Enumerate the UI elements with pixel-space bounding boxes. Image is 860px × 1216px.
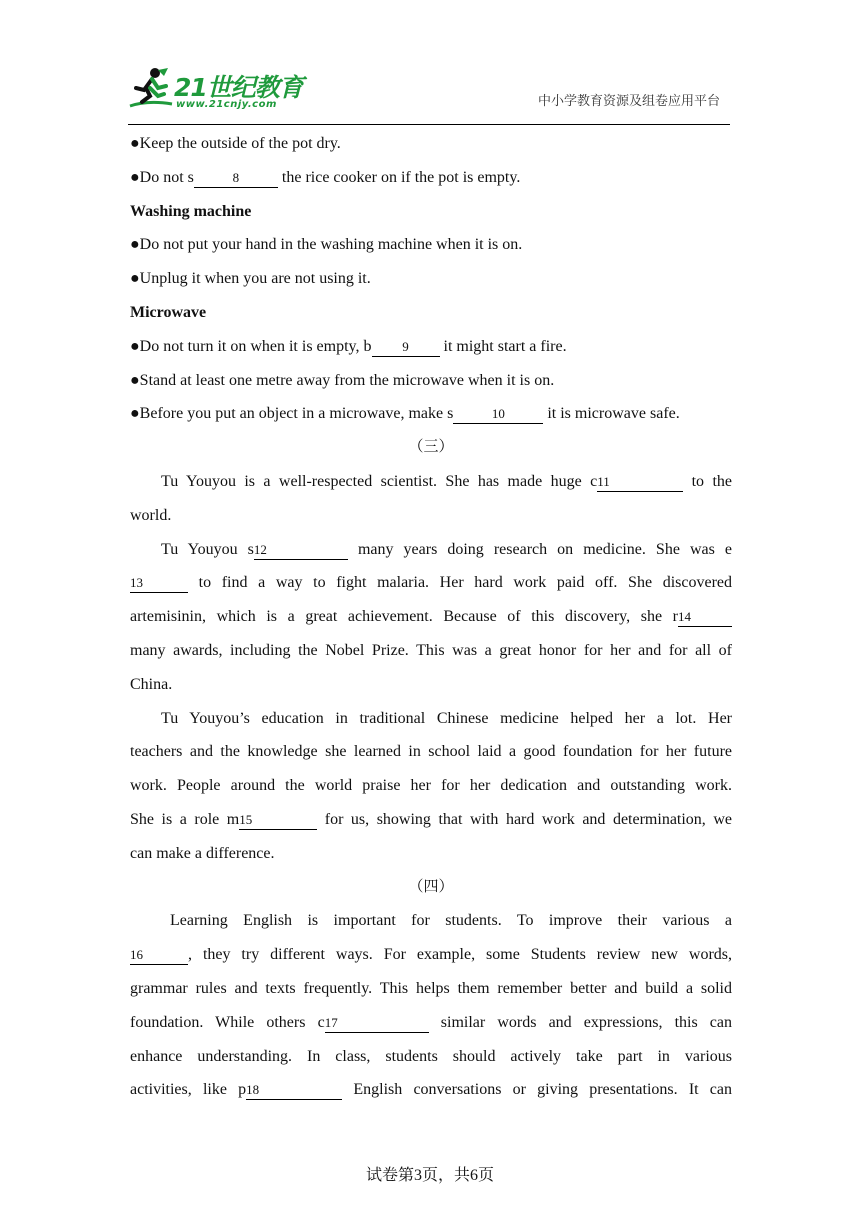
paragraph-line — [130, 566, 732, 600]
text-span: foundation. While others c — [130, 1013, 325, 1031]
tip-line — [130, 397, 732, 431]
tip-line: ●Do not put your hand in the washing machine when it is on. — [130, 236, 523, 254]
page-header — [128, 62, 730, 126]
paragraph-line — [130, 1073, 732, 1107]
tip-line — [130, 161, 732, 195]
tip-line: ●Keep the outside of the pot dry. — [130, 135, 341, 152]
section-4-title: （四） — [408, 878, 454, 895]
header-divider — [128, 124, 730, 125]
paragraph-line: can make a difference. — [130, 844, 275, 862]
paragraph-line: Tu Youyou’s education in traditional Chinese medicine helped her a lot. Her — [161, 709, 732, 727]
text-span: Tu Youyou s — [161, 540, 254, 558]
section-3-title: （三） — [408, 439, 454, 456]
section-heading: Washing machine — [130, 202, 252, 220]
logo-text: 21世纪教育 — [174, 73, 303, 102]
text-span: to find a way to fight malaria. Her hard work paid off. She discovered — [188, 574, 732, 592]
blank-15[interactable]: 15 — [239, 811, 317, 830]
text-span: ●Do not turn it on when it is empty, b — [130, 337, 372, 355]
paragraph-line: world. — [130, 506, 172, 524]
paragraph-line: teachers and the knowledge she learned in school laid a good foundation for her future — [130, 743, 732, 761]
platform-label: 中小学教育资源及组卷应用平台 — [537, 94, 720, 109]
blank-13[interactable]: 13 — [130, 574, 188, 593]
tip-line: ●Stand at least one metre away from the microwave when it is on. — [130, 371, 555, 389]
tip-line: ●Unplug it when you are not using it. — [130, 270, 371, 288]
logo-url: www.21cnjy.com — [176, 99, 277, 110]
text-span: it might start a fire. — [439, 337, 567, 355]
logo — [128, 66, 308, 112]
runner-logo-icon — [128, 66, 174, 110]
paragraph-line — [130, 533, 732, 567]
text-span: for us, showing that with hard work and determination, we — [317, 810, 732, 828]
text-span: , they try different ways. For example, some Students review new words, — [188, 946, 732, 964]
text-span: ●Do not s — [130, 168, 194, 186]
blank-8[interactable]: 8 — [194, 169, 278, 188]
paragraph-line: China. — [130, 675, 173, 693]
blank-16[interactable]: 16 — [130, 946, 188, 965]
document-body — [130, 127, 732, 1107]
text-span: English conversations or giving presentations. It can — [342, 1081, 732, 1099]
text-span: activities, like p — [130, 1081, 247, 1099]
blank-9[interactable]: 9 — [372, 338, 440, 357]
text-span: it is microwave safe. — [543, 405, 680, 423]
blank-14[interactable]: 14 — [678, 608, 732, 627]
page-footer: 试卷第3页，共6页 — [365, 1167, 494, 1184]
text-span: artemisinin, which is a great achievement. Because of this discovery, she r — [130, 608, 678, 626]
paragraph-line: work. People around the world praise her for her dedication and outstanding work. — [130, 777, 732, 795]
paragraph-line: Learning English is important for students. To improve their various a — [170, 912, 732, 930]
text-span: many years doing research on medicine. She was e — [347, 540, 732, 558]
text-span: Tu Youyou is a well-respected scientist. She has made huge c — [161, 472, 598, 490]
text-span: similar words and expressions, this can — [428, 1013, 732, 1031]
paragraph-line: enhance understanding. In class, students should actively take part in various — [130, 1047, 732, 1065]
text-span: She is a role m — [130, 810, 240, 828]
paragraph-line: many awards, including the Nobel Prize. This was a great honor for her and for all of — [130, 641, 732, 659]
text-span: the rice cooker on if the pot is empty. — [277, 168, 521, 186]
blank-11[interactable]: 11 — [597, 473, 683, 492]
paragraph-line — [130, 938, 732, 972]
paragraph-line — [130, 600, 732, 634]
blank-10[interactable]: 10 — [453, 405, 543, 424]
blank-17[interactable]: 17 — [325, 1014, 429, 1033]
section-heading: Microwave — [130, 303, 207, 321]
paragraph-line — [130, 803, 732, 837]
text-span: to the — [683, 472, 732, 490]
paragraph-line — [130, 1006, 732, 1040]
paragraph-line: grammar rules and texts frequently. This helps them remember better and build a solid — [130, 979, 732, 997]
blank-18[interactable]: 18 — [246, 1081, 342, 1100]
blank-12[interactable]: 12 — [254, 541, 348, 560]
text-span: ●Before you put an object in a microwave, make s — [130, 405, 454, 423]
tip-line — [130, 330, 732, 364]
paragraph-line — [130, 465, 732, 499]
